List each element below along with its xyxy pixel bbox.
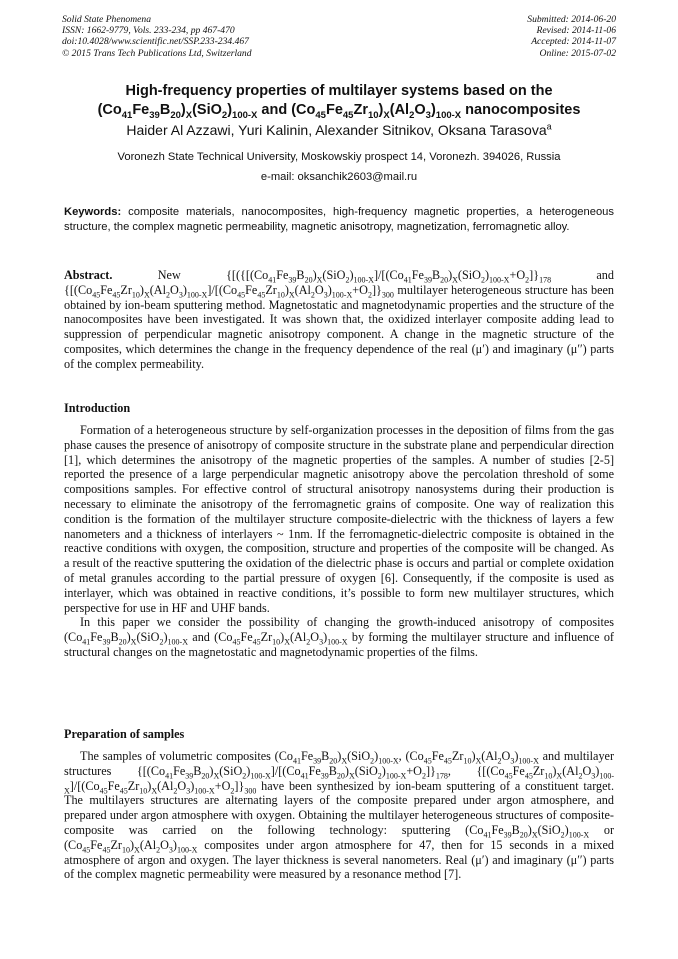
- preparation-paragraph: The samples of volumetric composites $(Co_{41}Fe_{39}B_{20})_X(SiO_2)_{100-X}$, $(Co_{45}Fe_{45}Zr_{10})_X(Al_2O_3)_{100-X}$ and multilayer structures $\{[(Co_{41}Fe_{39}B_{20})_X(SiO_2)_{100-X}]/[(Co_{41}Fe_{39}B_{20})_X(SiO_2)_{100-X}+O_2]\}_{178}$, $\{[(Co_{45}Fe_{45}Zr_{10})_X(Al_2O_3)_{100-X}]/[(Co_{45}Fe_{45}Zr_{10})_X(Al_2O_3)_{100-X}+O_2]\}_{300}$ have been synthesized by ion-beam sputtering of a constituent target. The multilayers structures are alternating layers of the composite prepared under argon atmosphere, and prepared under argon atmosphere with oxygen. Obtaining the multilayer heterogeneous structures of composite-composite was carried on the following technology: sputtering $(Co_{41}Fe_{39}B_{20})_X(SiO_2)_{100-X}$ or $(Co_{45}Fe_{45}Zr_{10})_X(Al_2O_3)_{100-X}$ composites under argon atmosphere for 47, then for 15 seconds in a mixed atmosphere of argon and oxygen. The layer thickness is several nanometers. Real (μ′) and imaginary (μ′′) parts of the complex magnetic permeability were measured by a resonance method [7].: [64, 749, 615, 882]
- preparation-body: [64, 749, 614, 882]
- affiliation-mark: a: [546, 121, 552, 132]
- revised-date: Revised: 2014-11-06: [536, 25, 616, 37]
- dates-header: [527, 14, 616, 59]
- introduction-heading: Introduction: [64, 401, 131, 415]
- title-line-2: $(Co_{41}Fe_{39}B_{20})_X(SiO_2)_{100-X}$ and $(Co_{45}Fe_{45}Zr_{10})_X(Al_2O_3)_{100-X}$ nanocomposites: [97, 102, 581, 121]
- keywords-label: Keywords:: [64, 206, 122, 218]
- doi-line[interactable]: doi:10.4028/www.scientific.net/SSP.233-234.467: [62, 36, 249, 48]
- abstract: Abstract. New {[($\{[(Co_{41}Fe_{39}B_{20})_X(SiO_2)_{100-X}]/[(Co_{41}Fe_{39}B_{20})_X(SiO_2)_{100-X}+O_2]\}_{178}$ and $\{[(Co_{45}Fe_{45}Zr_{10})_X(Al_2O_3)_{100-X}]/[(Co_{45}Fe_{45}Zr_{10})_X(Al_2O_3)_{100-X}+O_2]\}_{300}$ multilayer heterogeneous structure has been obtained by ion-beam sputtering method. Magnetostatic and magnetodynamic properties and the structure of the nanocomposites have been investigated. It was shown that, the oxidized interlayer composite adding lead to suppression of perpendicular magnetic anisotropy component. A change in the magnetic structure of the composites, which determines the change in the frequency dependence of the real (μ′) and imaginary (μ′′) parts of the complex permeability.: [64, 268, 614, 371]
- affiliation: Voronezh State Technical University, Moskowskiy prospect 14, Voronezh. 394026, Russia: [117, 151, 561, 163]
- abstract-label: Abstract.: [64, 268, 113, 282]
- author-list: Haider Al Azzawi, Yuri Kalinin, Alexander Sitnikov, Oksana Tarasova$^a$: [126, 121, 552, 138]
- issn-line: ISSN: 1662-9779, Vols. 233-234, pp 467-470: [62, 25, 235, 37]
- contact-email[interactable]: e-mail: oksanchik2603@mail.ru: [260, 171, 418, 183]
- introduction-body: [64, 423, 614, 660]
- online-date: Online: 2015-07-02: [539, 47, 616, 59]
- intro-paragraph-1: Formation of a heterogeneous structure by self-organization processes in the deposition of films from the gas phase causes the presence of anisotropy of composite structure in the substrate plane and perpendicular direction [1], which determines the anisotropy of the magnetic properties of the samples. A number of studies [2-5] reported the presence of a large perpendicular magnetic anisotropy above the percolation threshold of some compositions samples. For effective control of structural anisotropy nanosystems during their production is necessary to eliminate the anisotropy of the ferromagnetic grains of composite. One way of realization this condition is the formation of the multilayer structure composite-dielectric with the thickness of layers a few nanometers and a thickness of interlayers ~ 1nm. If the ferromagnetic-dielectric composite is obtained in the reactive conditions with oxygen, the composition, structure and properties of the composite will be changed. As a result of the reactive sputtering the oxidation of the dielectric phase is occurs and partial or complete oxidation of metal granules according to the partial pressure of oxygen [6]. Consequently, if the composite is used as interlayer, which was obtained in reactive conditions, it’s possible to form new multilayer structures, which perspective for use in HF and UHF bands.: [64, 423, 614, 615]
- copyright-line: © 2015 Trans Tech Publications Ltd, Switzerland: [62, 47, 252, 59]
- preparation-heading: Preparation of samples: [64, 727, 185, 741]
- intro-paragraph-2: In this paper we consider the possibility of changing the growth-induced anisotropy of composites $(Co_{41}Fe_{39}B_{20})_X(SiO_2)_{100-X}$ and $(Co_{45}Fe_{45}Zr_{10})_X(Al_2O_3)_{100-X}$ by forming the multilayer structure and influence of structural changes on the magnetostatic and magnetodynamic properties of the films.: [64, 615, 614, 659]
- keywords: [64, 205, 614, 234]
- title-line-1: High-frequency properties of multilayer systems based on the: [125, 83, 553, 99]
- journal-header: [62, 14, 252, 59]
- submitted-date: Submitted: 2014-06-20: [527, 14, 616, 25]
- journal-name: Solid State Phenomena: [62, 14, 151, 25]
- accepted-date: Accepted: 2014-11-07: [531, 36, 616, 48]
- paper-title: [40, 82, 638, 120]
- keywords-text: composite materials, nanocomposites, high-frequency magnetic properties, a heterogeneous structure, the complex magnetic permeability, magnetic anisotropy, magnetization, ferromagnetic alloy.: [64, 206, 614, 233]
